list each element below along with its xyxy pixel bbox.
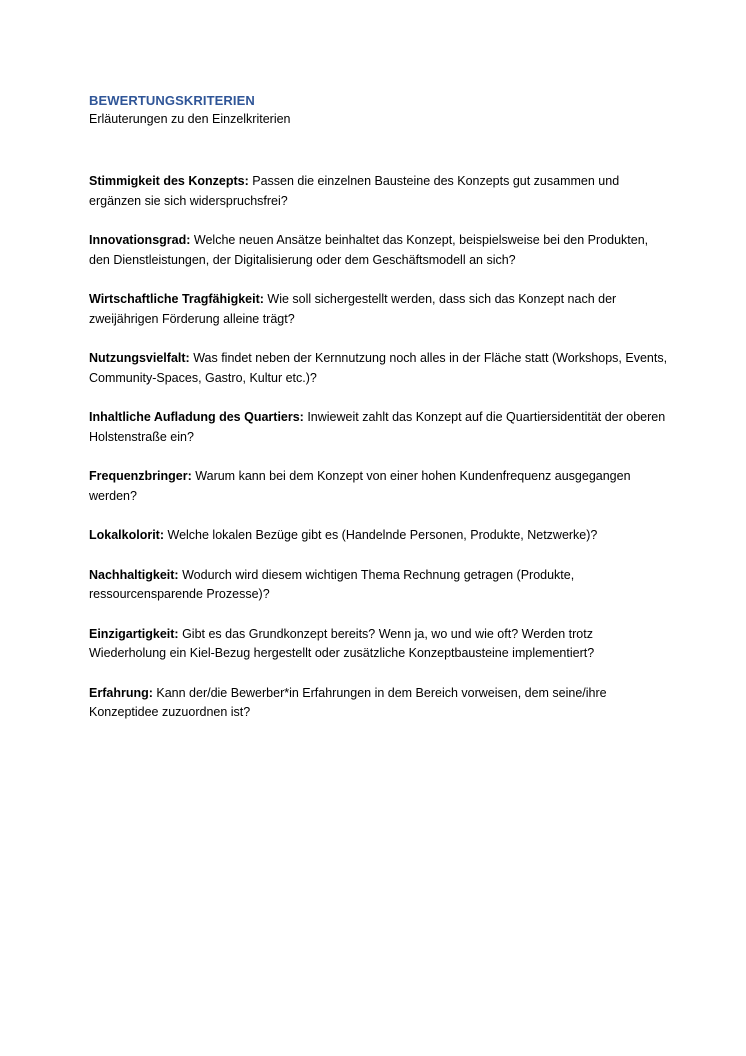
criterion-term: Nutzungsvielfalt: bbox=[89, 351, 190, 365]
criterion-frequenzbringer bbox=[89, 467, 669, 506]
criterion-term: Erfahrung: bbox=[89, 685, 153, 700]
criterion-term: Lokalkolorit: bbox=[89, 528, 165, 542]
criterion-description: Wie soll sichergestellt werden, dass sich das Konzept nach der zweijährigen Förderung alleine trägt? bbox=[89, 292, 617, 326]
criterion-term: Inhaltliche Aufladung des Quartiers: bbox=[89, 410, 304, 424]
document-subtitle: Erläuterungen zu den Einzelkriterien bbox=[89, 112, 291, 126]
criterion-nutzungsvielfalt bbox=[89, 349, 669, 388]
criterion-description: Passen die einzelnen Bausteine des Konzepts gut zusammen und ergänzen sie sich widerspruchsfrei? bbox=[89, 174, 620, 208]
criterion-inhaltliche-aufladung bbox=[89, 408, 669, 447]
criterion-description: Was findet neben der Kernnutzung noch alles in der Fläche statt (Workshops, Events, Community-Spaces, Gastro, Kultur etc.)? bbox=[89, 351, 668, 385]
criterion-description: Wodurch wird diesem wichtigen Thema Rechnung getragen (Produkte, ressourcensparende Prozesse)? bbox=[89, 567, 575, 601]
criterion-erfahrung bbox=[89, 684, 669, 723]
criterion-description: Welche neuen Ansätze beinhaltet das Konzept, beispielsweise bei den Produkten, den Dienstleistungen, der Digitalisierung oder dem Geschäftsmodell an sich? bbox=[89, 233, 649, 267]
criterion-term: Innovationsgrad: bbox=[89, 233, 191, 247]
document-title: BEWERTUNGSKRITERIEN bbox=[89, 93, 255, 108]
criterion-wirtschaftliche-tragfaehigkeit bbox=[89, 290, 669, 329]
document-header bbox=[89, 92, 669, 128]
criterion-description: Kann der/die Bewerber*in Erfahrungen in dem Bereich vorweisen, dem seine/ihre Konzeptidee zuzuordnen ist? bbox=[89, 685, 607, 719]
criterion-term: Frequenzbringer: bbox=[89, 469, 192, 483]
criterion-term: Einzigartigkeit: bbox=[89, 626, 179, 641]
criterion-nachhaltigkeit bbox=[89, 566, 669, 605]
criterion-term: Wirtschaftliche Tragfähigkeit: bbox=[89, 292, 264, 306]
criterion-description: Gibt es das Grundkonzept bereits? Wenn ja, wo und wie oft? Werden trotz Wiederholung ein Kiel-Bezug hergestellt oder zusätzliche Konzeptbausteine implementiert? bbox=[89, 626, 595, 660]
criterion-innovationsgrad bbox=[89, 231, 669, 270]
criterion-description: Welche lokalen Bezüge gibt es (Handelnde Personen, Produkte, Netzwerke)? bbox=[167, 528, 598, 542]
criterion-description: Inwieweit zahlt das Konzept auf die Quartiersidentität der oberen Holstenstraße ein? bbox=[89, 410, 666, 444]
criteria-list bbox=[89, 172, 669, 743]
criterion-einzigartigkeit bbox=[89, 625, 669, 664]
criterion-term: Stimmigkeit des Konzepts: bbox=[89, 174, 249, 188]
criterion-description: Warum kann bei dem Konzept von einer hohen Kundenfrequenz ausgegangen werden? bbox=[89, 469, 631, 503]
criterion-lokalkolorit bbox=[89, 526, 669, 546]
criterion-stimmigkeit bbox=[89, 172, 669, 211]
criterion-term: Nachhaltigkeit: bbox=[89, 567, 179, 582]
